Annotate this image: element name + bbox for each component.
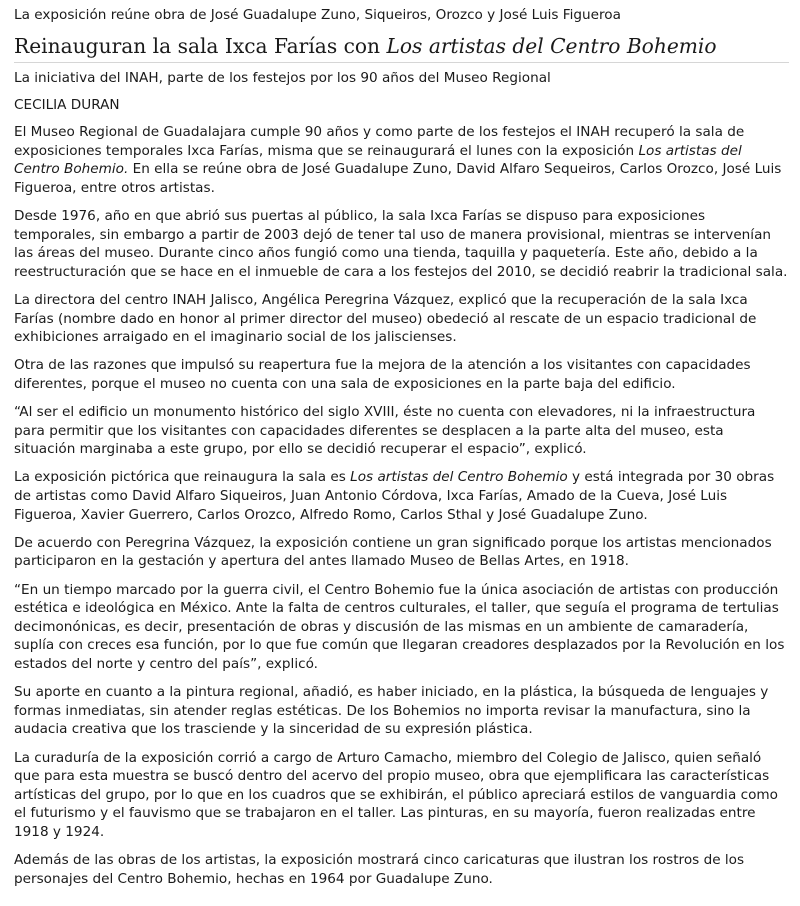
paragraph-6 — [14, 468, 789, 524]
article-body — [14, 123, 789, 888]
article-summary: La iniciativa del INAH, parte de los festejos por los 90 años del Museo Regional — [14, 70, 551, 86]
paragraph-10: La curaduría de la exposición corrió a cargo de Arturo Camacho, miembro del Colegio de Jalisco, quien señaló que para esta muestra se buscó dentro del acervo del propio museo, obra que ejemplificara las características artísticas del grupo, por lo que en los cuadros que se exhibirán, el público apreciará estilos de vanguardia como el futurismo y el fauvismo que se trabajaron en el taller. Las pinturas, en su mayoría, fueron realizadas entre 1918 y 1924. — [14, 749, 778, 840]
paragraph-3: La directora del centro INAH Jalisco, Angélica Peregrina Vázquez, explicó que la recuperación de la sala Ixca Farías (nombre dado en honor al primer director del museo) obedeció al rescate de un espacio tradicional de exhibiciones arraigado en el imaginario social de los jaliscienses. — [14, 291, 757, 346]
exhibition-title: Los artistas del Centro Bohemio. — [14, 142, 742, 178]
paragraph-5: “Al ser el edificio un monumento histórico del siglo XVIII, éste no cuenta con elevadores, ni la infraestructura para permitir que los visitantes con capacidades diferentes se desplacen a la parte alta del museo, esta situación marginaba a este grupo, por ello se decidió recuperar el espacio”, explicó. — [14, 404, 756, 458]
paragraph-8: “En un tiempo marcado por la guerra civil, el Centro Bohemio fue la única asociación de artistas con producción estética e ideológica en México. Ante la falta de centros culturales, el taller, que seguía el programa de tertulias decimonónicas, es decir, presentación de obras y discusión de las mismas en un ambiente de camaradería, suplía con creces esa función, por lo que fue común que llegaran creadores desplazados por la Revolución en los estados del norte y centro del país”, explicó. — [14, 581, 785, 672]
paragraph-text: El Museo Regional de Guadalajara cumple 90 años y como parte de los festejos el INAH recuperó la sala de exposiciones temporales Ixca Farías, misma que se reinaugurará el lunes con la exposición — [14, 124, 745, 159]
paragraph-text: y está integrada por 30 obras de artistas como David Alfaro Siqueiros, Juan Antonio Córdova, Ixca Farías, Amado de la Cueva, José Luis Figueroa, Xavier Guerrero, Carlos Orozco, Alfredo Romo, Carlos Sthal y José Guadalupe Zuno. — [14, 469, 775, 523]
paragraph-text: En ella se reúne obra de José Guadalupe Zuno, David Alfaro Sequeiros, Carlos Orozco, José Luis Figueroa, entre otros artistas. — [14, 161, 782, 196]
article-headline — [14, 33, 789, 63]
paragraph-2: Desde 1976, año en que abrió sus puertas al público, la sala Ixca Farías se dispuso para exposiciones temporales, sin embargo a partir de 2003 dejó de tener tal uso de manera provisional, mientras se intervenían las áreas del museo. Durante cinco años fungió como una tienda, taquilla y paquetería. Este año, debido a la reestructuración que se hace en el inmueble de cara a los festejos del 2010, se decidió reabrir la tradicional sala. — [14, 207, 788, 280]
headline-exhibition-title: Los artistas del Centro Bohemio — [386, 34, 717, 58]
exhibition-title: Los artistas del Centro Bohemio — [350, 469, 568, 486]
article-byline: CECILIA DURAN — [14, 97, 120, 113]
paragraph-11: Además de las obras de los artistas, la exposición mostrará cinco caricaturas que ilustran los rostros de los personajes del Centro Bohemio, hechas en 1964 por Guadalupe Zuno. — [14, 852, 745, 887]
paragraph-7: De acuerdo con Peregrina Vázquez, la exposición contiene un gran significado porque los artistas mencionados participaron en la gestación y apertura del antes llamado Museo de Bellas Artes, en 1918. — [14, 534, 772, 570]
headline-text: Reinauguran la sala Ixca Farías con — [14, 34, 387, 58]
article-kicker: La exposición reúne obra de José Guadalupe Zuno, Siqueiros, Orozco y José Luis Figueroa — [14, 7, 621, 23]
paragraph-9: Su aporte en cuanto a la pintura regional, añadió, es haber iniciado, en la plástica, la búsqueda de lenguajes y formas inmediatas, sin atender reglas estéticas. De los Bohemios no importa revisar la manufactura, sino la audacia creativa que los trasciende y la sinceridad de su expresión plástica. — [14, 684, 769, 738]
paragraph-4: Otra de las razones que impulsó su reapertura fue la mejora de la atención a los visitantes con capacidades diferentes, porque el museo no cuenta con una sala de exposiciones en la parte baja del edificio. — [14, 357, 751, 392]
paragraph-text: La exposición pictórica que reinaugura la sala es — [14, 469, 351, 486]
paragraph-1 — [14, 123, 789, 197]
